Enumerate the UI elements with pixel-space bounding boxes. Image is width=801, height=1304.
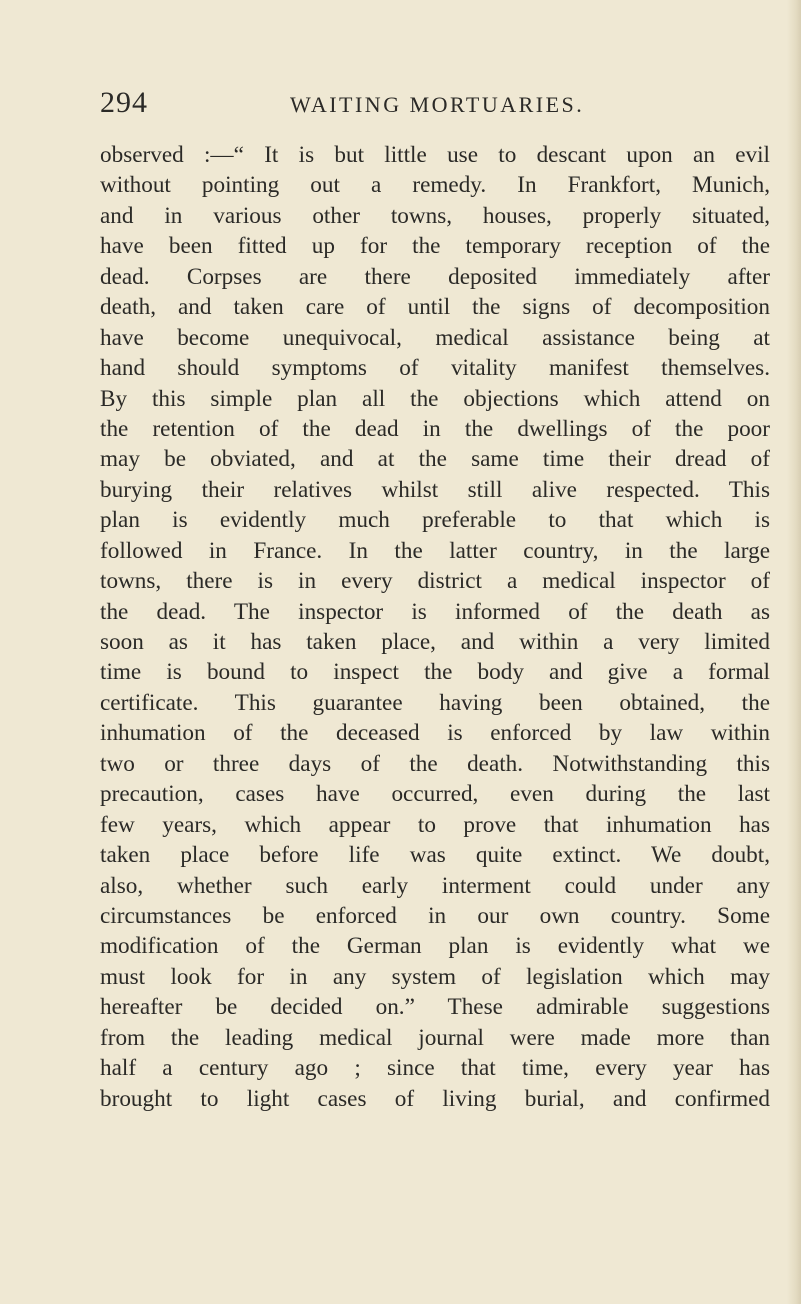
text-line: death, and taken care of until the signs of decomposition: [100, 294, 770, 321]
text-line: and in various other towns, houses, properly situated,: [100, 202, 770, 229]
text-line: hereafter be decided on.” These admirable suggestions: [100, 994, 770, 1021]
text-line: precaution, cases have occurred, even during the last: [100, 781, 770, 808]
text-line: also, whether such early interment could under any: [100, 872, 770, 899]
text-line: taken place before life was quite extinct. We doubt,: [100, 842, 770, 869]
body-paragraph: [100, 140, 770, 1114]
text-line: modification of the German plan is evidently what we: [100, 933, 770, 960]
text-line: brought to light cases of living burial, and confirmed: [100, 1085, 770, 1112]
text-line: hand should symptoms of vitality manifest themselves.: [100, 355, 770, 382]
text-line: the retention of the dead in the dwellings of the poor: [100, 415, 770, 442]
text-line: without pointing out a remedy. In Frankfort, Munich,: [100, 172, 770, 199]
text-line: plan is evidently much preferable to that which is: [100, 507, 770, 534]
text-line: burying their relatives whilst still alive respected. This: [100, 476, 770, 503]
text-line: followed in France. In the latter country, in the large: [100, 537, 770, 564]
page-edge: [787, 0, 801, 1304]
text-line: time is bound to inspect the body and give a formal: [100, 659, 770, 686]
text-line: inhumation of the deceased is enforced by law within: [100, 720, 770, 747]
text-line: certificate. This guarantee having been obtained, the: [100, 689, 770, 716]
text-line: half a century ago ; since that time, every year has: [100, 1055, 770, 1082]
running-title: WAITING MORTUARIES.: [290, 92, 585, 117]
text-line: few years, which appear to prove that inhumation has: [100, 811, 770, 838]
page-number: 294: [100, 86, 148, 119]
text-line: must look for in any system of legislation which may: [100, 963, 770, 990]
text-line: from the leading medical journal were made more than: [100, 1024, 770, 1051]
text-line: have been fitted up for the temporary reception of the: [100, 233, 770, 260]
text-line: dead. Corpses are there deposited immediately after: [100, 263, 770, 290]
text-line: By this simple plan all the objections which attend on: [100, 385, 770, 412]
text-line: may be obviated, and at the same time their dread of: [100, 446, 770, 473]
text-line: soon as it has taken place, and within a very limited: [100, 629, 770, 655]
text-line: towns, there is in every district a medical inspector of: [100, 568, 770, 595]
text-line: observed :—“ It is but little use to descant upon an evil: [100, 142, 770, 168]
text-line: two or three days of the death. Notwithstanding this: [100, 750, 770, 777]
text-line: the dead. The inspector is informed of the death as: [100, 598, 770, 625]
text-line: circumstances be enforced in our own country. Some: [100, 902, 770, 929]
running-head: [100, 80, 770, 120]
text-line: have become unequivocal, medical assistance being at: [100, 324, 770, 351]
